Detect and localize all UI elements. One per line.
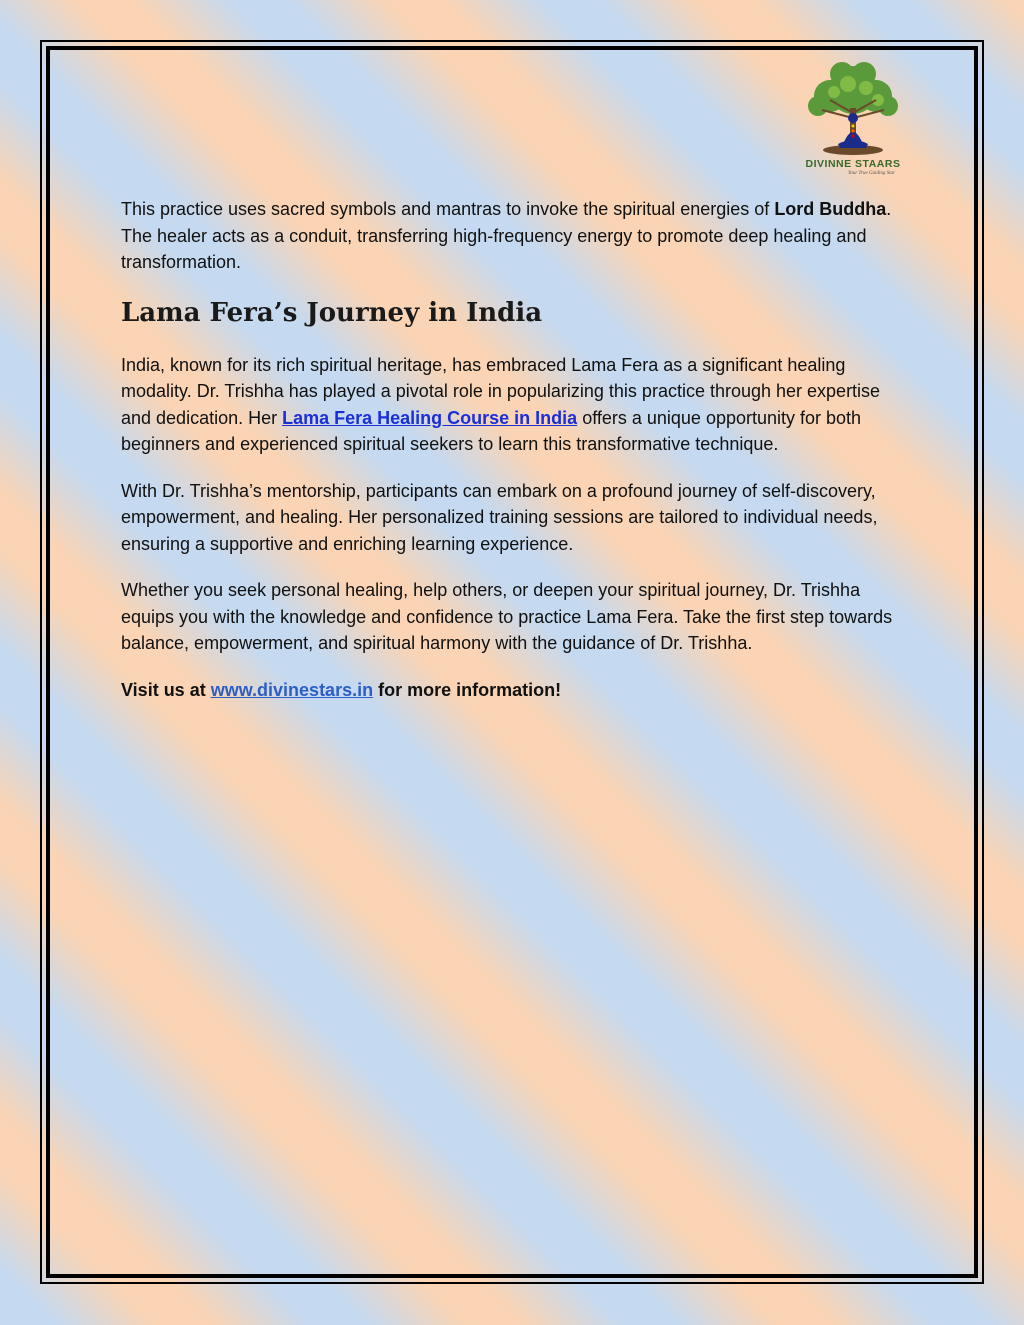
logo-tagline: Your True Guiding Star — [848, 171, 895, 176]
intro-text-rest: . The healer acts as a conduit, transferring high-frequency energy to promote deep healing and transformation. — [121, 199, 892, 272]
paragraph-1-text-rest: offers a unique opportunity for both beginners and experienced spiritual seekers to learn this transformative technique. — [121, 407, 862, 454]
intro-text: This practice uses sacred symbols and mantras to invoke the spiritual energies of — [121, 199, 775, 219]
visit-text-rest: for more information! — [373, 679, 562, 700]
document-body — [121, 196, 911, 723]
website-link[interactable]: www.divinestars.in — [210, 679, 374, 700]
tree-meditation-icon — [800, 58, 906, 158]
paragraph-1-text: India, known for its rich spiritual heritage, has embraced Lama Fera as a significant healing modality. Dr. Trishha has played a pivotal role in popularizing this practice through her expertise and dedication. Her — [121, 354, 881, 428]
visit-text: Visit us at — [121, 679, 211, 700]
paragraph-2: With Dr. Trishha’s mentorship, participants can embark on a profound journey of self-discovery, empowerment, and healing. Her personalized training sessions are tailored to individual needs, ensuring a supportive and enriching learning experience. — [121, 480, 878, 554]
section-heading: Lama Fera’s Journey in India — [121, 297, 543, 328]
paragraph-3: Whether you seek personal healing, help others, or deepen your spiritual journey, Dr. Trishha equips you with the knowledge and confidence to practice Lama Fera. Take the first step towards balance, empowerment, and spiritual harmony with the guidance of Dr. Trishha. — [121, 580, 893, 653]
intro-paragraph — [121, 196, 911, 276]
brand-logo — [800, 58, 910, 180]
course-link[interactable]: Lama Fera Healing Course in India — [282, 407, 578, 428]
intro-bold-text: Lord Buddha — [774, 199, 887, 219]
paragraph-1 — [121, 352, 911, 458]
visit-paragraph — [121, 677, 911, 704]
logo-brand-name: DIVINNE STAARS — [805, 158, 901, 170]
